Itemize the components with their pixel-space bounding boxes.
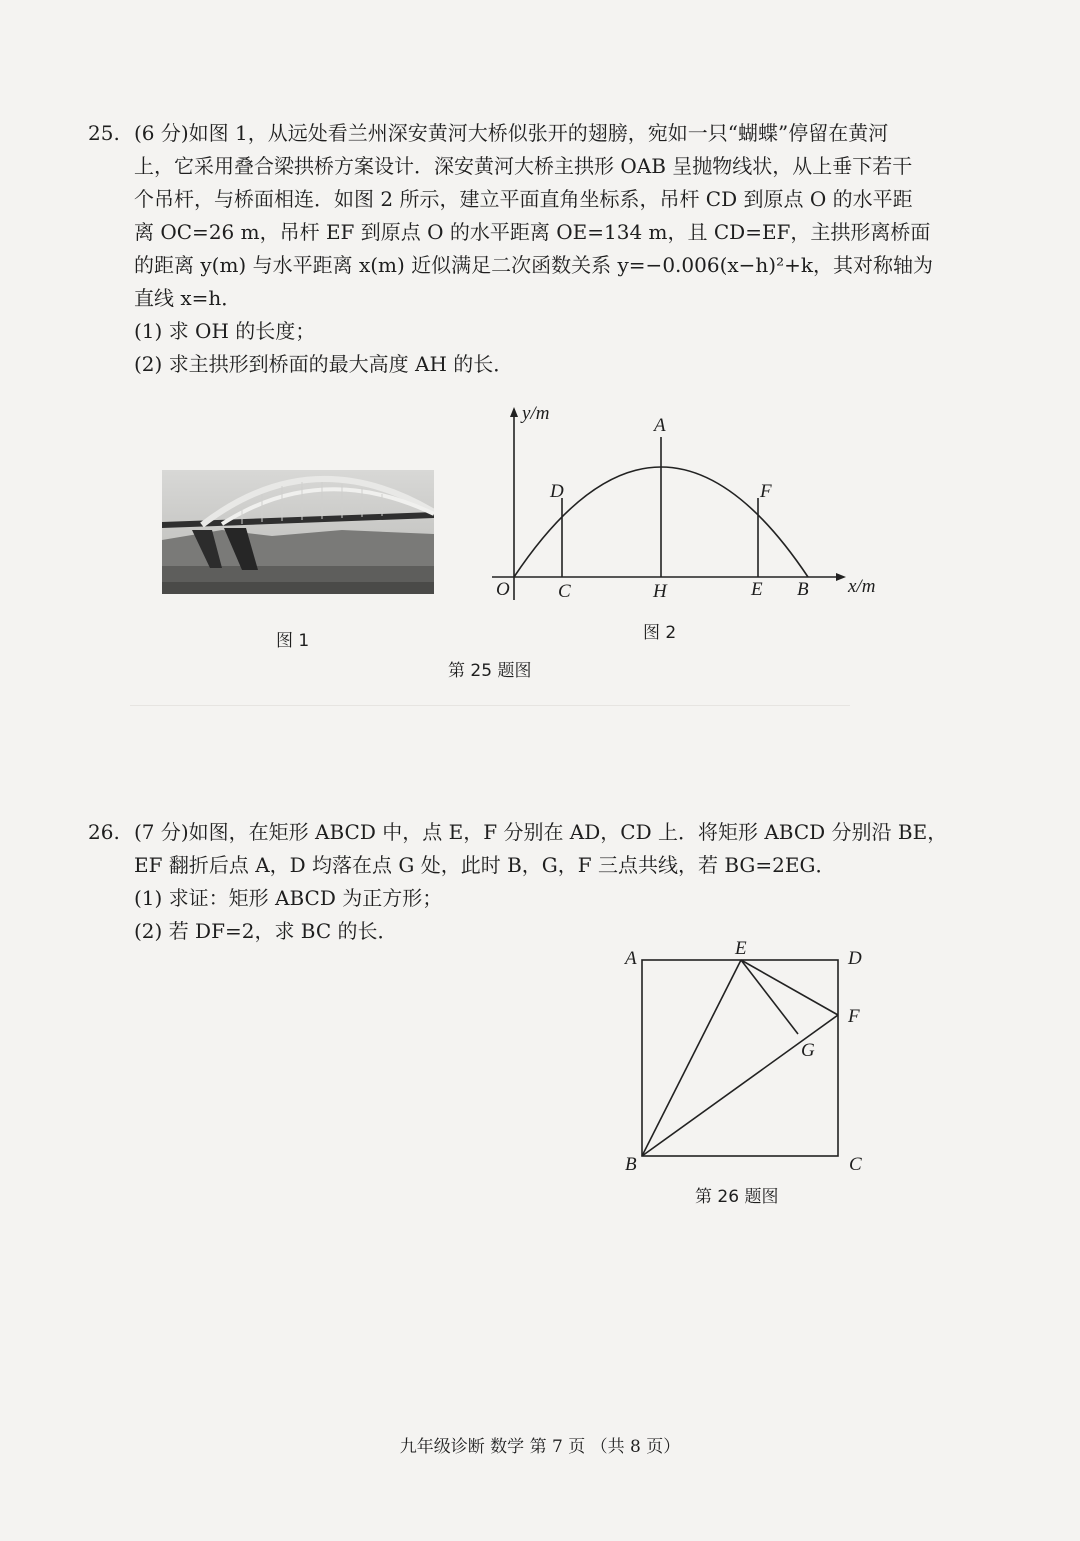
label-h: H: [653, 581, 667, 602]
label-f: F: [848, 1006, 860, 1027]
page-footer: 九年级诊断 数学 第 7 页 （共 8 页）: [399, 1437, 681, 1457]
x-axis-arrow: [836, 573, 846, 581]
bridge-photo: [162, 470, 434, 594]
label-c: C: [558, 581, 571, 602]
label-e: E: [735, 938, 747, 959]
label-a: A: [654, 415, 666, 436]
figure-1-caption: 图 1: [276, 631, 310, 651]
parabola-figure: [480, 395, 900, 610]
figure-2-caption: 图 2: [643, 623, 677, 643]
x-axis-label: x/m: [848, 576, 876, 597]
square-fold-figure: [615, 936, 875, 1176]
problem-25-line-4: 离 OC=26 m，吊杆 EF 到原点 O 的水平距离 OE=134 m，且 CD=EF，主拱形离桥面: [134, 220, 931, 244]
problem-25-question-2: (2) 求主拱形到桥面的最大高度 AH 的长．: [134, 352, 514, 376]
problem-25-number: 25.: [88, 121, 120, 145]
problem-26-question-1: (1) 求证：矩形 ABCD 为正方形；: [134, 886, 443, 910]
label-e: E: [751, 579, 763, 600]
problem-26-line-2: EF 翻折后点 A，D 均落在点 G 处，此时 B，G，F 三点共线，若 BG=2EG．: [134, 853, 836, 877]
segment-bf: [642, 1015, 838, 1156]
label-b: B: [625, 1154, 637, 1175]
label-b: B: [797, 579, 809, 600]
problem-26-figure-caption: 第 26 题图: [695, 1187, 779, 1207]
problem-25-line-2: 上，它采用叠合梁拱桥方案设计．深安黄河大桥主拱形 OAB 呈抛物线状，从上垂下若干: [134, 154, 913, 178]
label-c: C: [849, 1154, 862, 1175]
problem-26-text-1: (7 分)如图，在矩形 ABCD 中，点 E，F 分别在 AD，CD 上．将矩形 ABCD 分别沿 BE，: [134, 820, 948, 844]
label-f: F: [760, 481, 772, 502]
problem-26: [88, 816, 968, 948]
problem-25: [88, 117, 968, 381]
problem-25-text-1: (6 分)如图 1，从远处看兰州深安黄河大桥似张开的翅膀，宛如一只“蝴蝶”停留在黄河: [134, 121, 889, 145]
segment-eg: [741, 960, 798, 1034]
problem-25-line-6: 直线 x=h．: [134, 286, 242, 310]
problem-25-figure-caption: 第 25 题图: [448, 661, 532, 681]
segment-ef: [741, 960, 838, 1015]
label-d: D: [550, 481, 564, 502]
problem-25-question-1: (1) 求 OH 的长度；: [134, 319, 316, 343]
problem-25-line-5: 的距离 y(m) 与水平距离 x(m) 近似满足二次函数关系 y=−0.006(x−h)²+k，其对称轴为: [134, 253, 933, 277]
label-g: G: [801, 1040, 815, 1061]
label-d: D: [848, 948, 862, 969]
label-o: O: [496, 579, 510, 600]
problem-26-number: 26.: [88, 820, 120, 844]
problem-26-line-1: [88, 816, 968, 849]
problem-25-line-3: 个吊杆，与桥面相连．如图 2 所示，建立平面直角坐标系，吊杆 CD 到原点 O 的水平距: [134, 187, 913, 211]
problem-26-question-2: (2) 若 DF=2，求 BC 的长．: [134, 919, 398, 943]
problem-25-line-1: [88, 117, 968, 150]
label-a: A: [625, 948, 637, 969]
y-axis-label: y/m: [522, 403, 550, 424]
y-axis-arrow: [510, 407, 518, 417]
segment-be: [642, 960, 741, 1156]
